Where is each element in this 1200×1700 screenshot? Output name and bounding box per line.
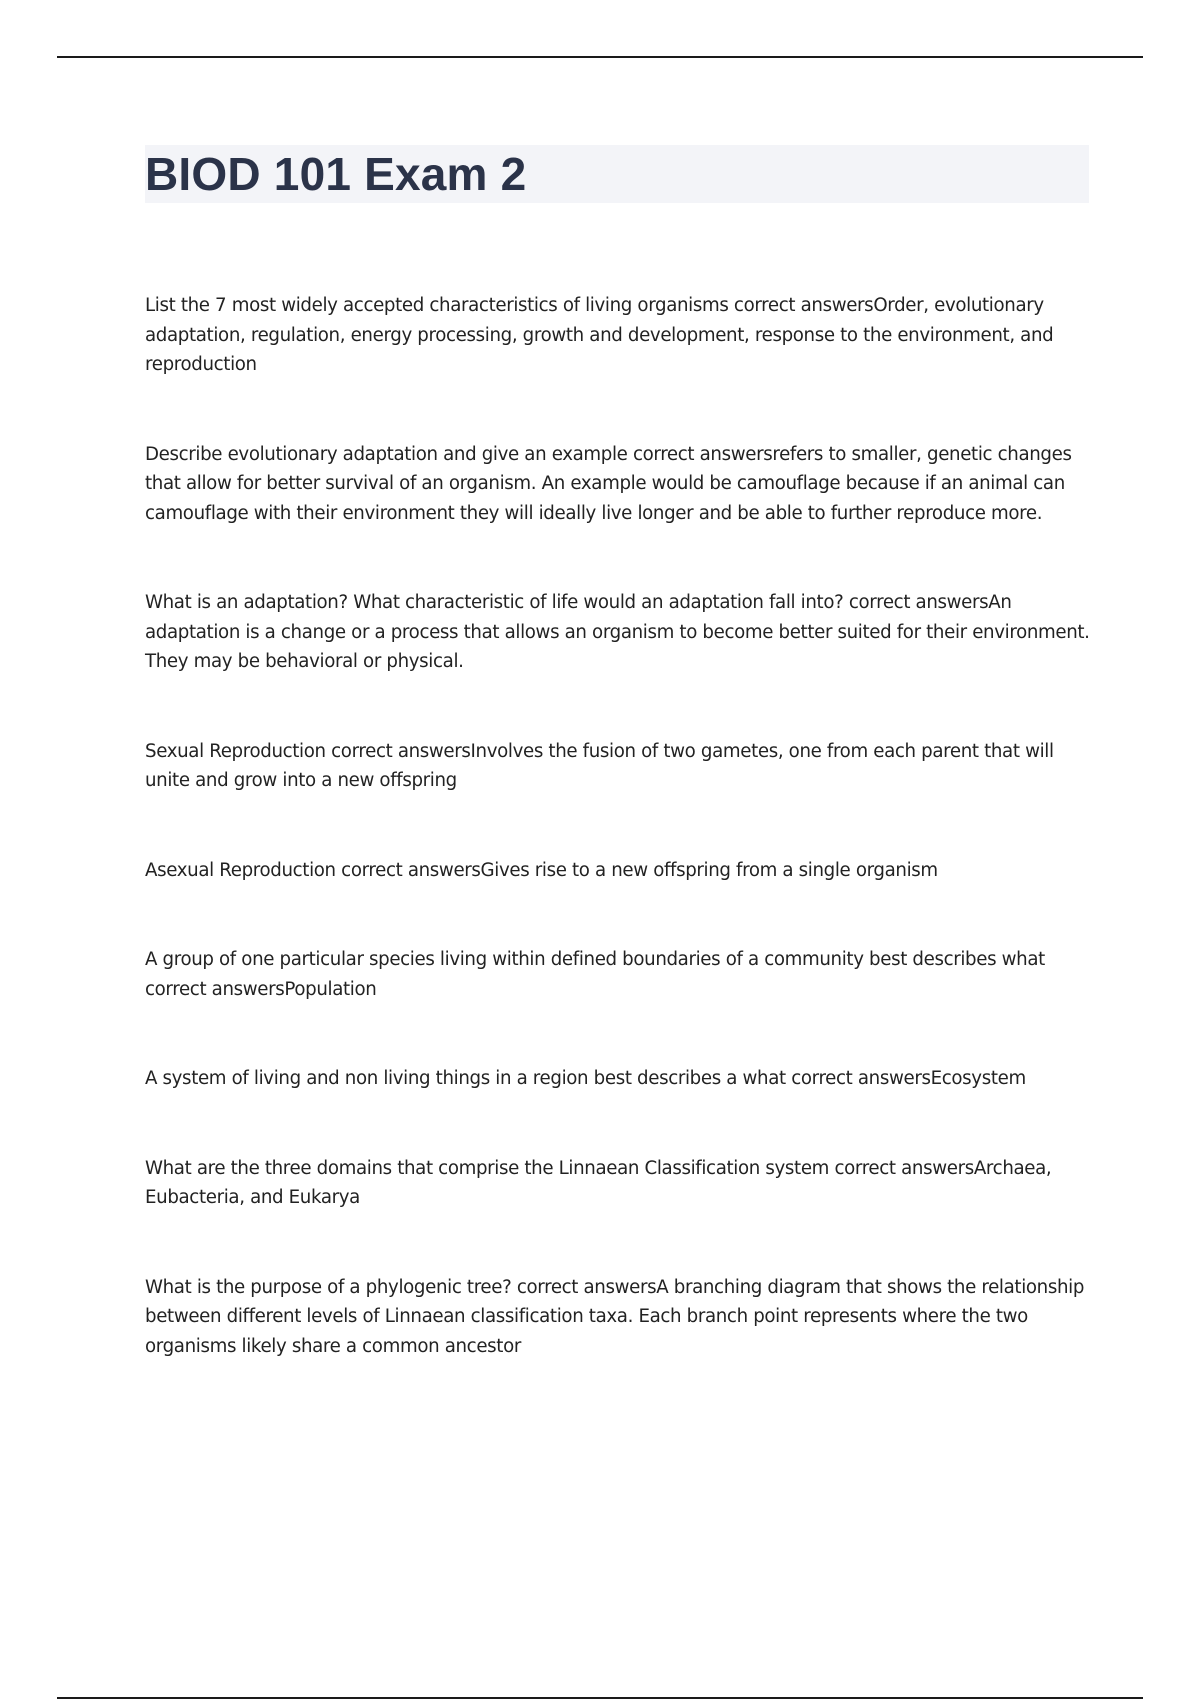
question-text: What is the purpose of a phylogenic tree? <box>145 1276 512 1298</box>
qa-item <box>145 588 1093 677</box>
answer-connector: correct answers <box>335 859 481 881</box>
answer-connector: correct answers <box>325 740 471 762</box>
answer-text: An adaptation is a change or a process that allows an organism to become better suited for their environment. They may be behavioral or physical. <box>145 592 1090 672</box>
qa-item <box>145 291 1093 380</box>
title-banner <box>145 145 1089 203</box>
answer-text: Population <box>284 978 377 1000</box>
question-text: Describe evolutionary adaptation and give an example <box>145 443 628 465</box>
document-title: BIOD 101 Exam 2 <box>145 148 527 200</box>
qa-item <box>145 737 1093 796</box>
footer-rule <box>57 1697 1143 1699</box>
answer-text: A branching diagram that shows the relationship between different levels of Linnaean classification taxa. Each branch point represents where the two organisms likely share a common ancestor <box>145 1276 1085 1357</box>
header-rule <box>57 56 1143 58</box>
answer-connector: correct answers <box>728 295 874 316</box>
answer-text: Order, evolutionary adaptation, regulation, energy processing, growth and development, response to the environment, and reproduction <box>145 295 1054 375</box>
question-text: A group of one particular species living within defined boundaries of a community best describes what <box>145 949 1045 970</box>
answer-text: refers to smaller, genetic changes that allow for better survival of an organism. An example would be camouflage because if an animal can camouflage with their environment they will ideally live longer and be able to further reproduce more. <box>145 443 1072 524</box>
answer-text: Involves the fusion of two gametes, one from each parent that will unite and grow into a new offspring <box>145 740 1054 791</box>
question-text: Asexual Reproduction <box>145 859 336 881</box>
answer-connector: correct answers <box>785 1068 931 1089</box>
answer-connector: correct answers <box>829 1157 974 1179</box>
answer-connector: correct answers <box>843 592 989 613</box>
qa-item <box>145 1154 1093 1213</box>
question-text: What are the three domains that comprise the Linnaean Classification system <box>145 1157 830 1179</box>
qa-item <box>145 1273 1093 1362</box>
answer-text: Gives rise to a new offspring from a single organism <box>480 859 938 881</box>
answer-connector: correct answers <box>145 978 285 1000</box>
answer-text: Ecosystem <box>930 1068 1026 1089</box>
answer-connector: correct answers <box>511 1276 657 1298</box>
qa-item <box>145 1064 1093 1094</box>
question-text: What is an adaptation? What characteristic of life would an adaptation fall into? <box>145 592 844 613</box>
qa-list <box>145 291 1093 1421</box>
question-text: A system of living and non living things in a region best describes a what <box>145 1068 786 1089</box>
qa-item <box>145 945 1093 1004</box>
question-text: List the 7 most widely accepted characteristics of living organisms <box>145 295 729 316</box>
qa-item <box>145 440 1093 529</box>
answer-connector: correct answers <box>627 443 773 465</box>
answer-text: Archaea, Eubacteria, and Eukarya <box>145 1157 1052 1208</box>
qa-item <box>145 856 1093 886</box>
question-text: Sexual Reproduction <box>145 740 326 762</box>
